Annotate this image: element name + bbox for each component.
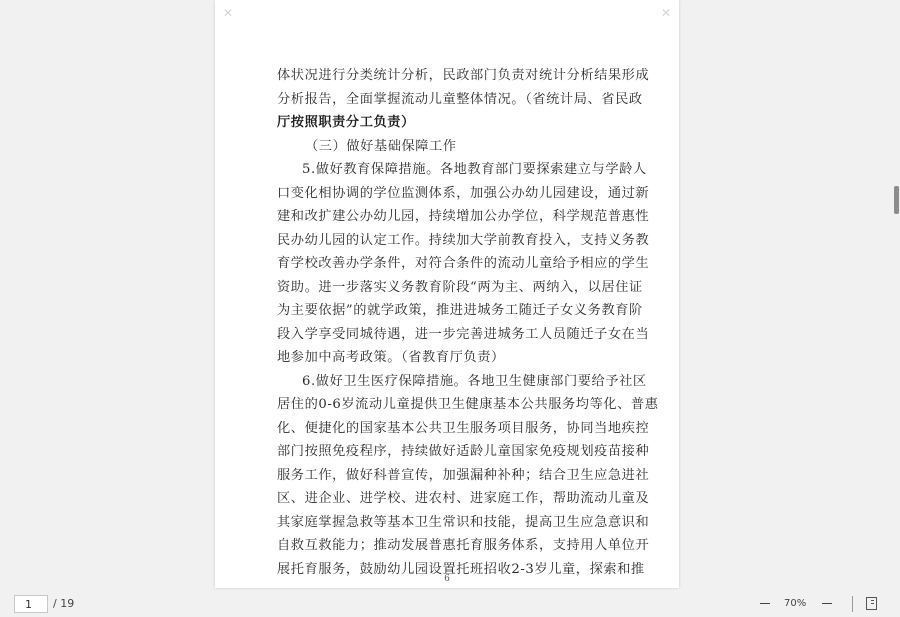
text-line: 部门按照免疫程序，持续做好适龄儿童国家免疫规划疫苗接种: [277, 444, 650, 459]
page-number-input[interactable]: [14, 595, 48, 613]
text-line: 自救互救能力；推动发展普惠托育服务体系，支持用人单位开: [277, 538, 650, 553]
zoom-level: 70%: [784, 598, 807, 609]
text-line: 建和改扩建公办幼儿园，持续增加公办学位，科学规范普惠性: [277, 209, 650, 224]
scrollbar[interactable]: [892, 0, 900, 592]
text-line: 体状况进行分类统计分析，民政部门负责对统计分析结果形成: [277, 68, 650, 83]
document-page: [215, 0, 679, 588]
zoom-out-button[interactable]: [756, 596, 774, 612]
text-line: 展托育服务，鼓励幼儿园设置托班招收2-3岁儿童，探索和推: [277, 561, 645, 577]
text-line: 资助。进一步落实义务教育阶段“两为主、两纳入，以居住证: [277, 279, 643, 295]
text-line: 其家庭掌握急救等基本卫生常识和技能，提高卫生应急意识和: [277, 514, 650, 530]
text-line: 段入学享受同城待遇，进一步完善进城务工人员随迁子女在当: [277, 326, 650, 342]
text-line: 5.做好教育保障措施。各地教育部门要探索建立与学龄人: [302, 162, 647, 177]
text-line: （三）做好基础保障工作: [305, 138, 457, 154]
zoom-in-button[interactable]: [818, 596, 836, 612]
text-line: 区、进企业、进学校、进农村、进家庭工作，帮助流动儿童及: [277, 491, 650, 506]
text-line: 厅按照职责分工负责）: [277, 115, 415, 130]
text-line: 6.做好卫生医疗保障措施。各地卫生健康部门要给予社区: [302, 373, 647, 389]
text-line: 地参加中高考政策。（省教育厅负责）: [277, 350, 505, 365]
text-line: 口变化相协调的学位监测体系，加强公办幼儿园建设，通过新: [277, 185, 650, 201]
page-text: [277, 64, 659, 581]
toolbar-divider: [852, 596, 853, 612]
text-line: 居住的0-6岁流动儿童提供卫生健康基本公共服务均等化、普惠: [277, 397, 659, 412]
text-line: 服务工作，做好科普宣传，加强漏种补种；结合卫生应急进社: [277, 467, 650, 483]
scrollbar-thumb[interactable]: [894, 186, 899, 214]
text-line: 分析报告，全面掌握流动儿童整体情况。（省统计局、省民政: [277, 91, 643, 107]
scan-artifact: ✕: [660, 6, 671, 20]
text-line: 化、便捷化的国家基本公共卫生服务项目服务，协同当地疾控: [277, 420, 650, 436]
text-line: 民办幼儿园的认定工作。持续加大学前教育投入，支持义务教: [277, 232, 650, 248]
fit-page-icon[interactable]: [866, 597, 877, 610]
text-line: 育学校改善办学条件，对符合条件的流动儿童给予相应的学生: [277, 256, 650, 271]
text-line: 为主要依据”的就学政策，推进进城务工随迁子女义务教育阶: [277, 303, 643, 318]
page-total: / 19: [53, 597, 75, 610]
page-number: 6: [444, 574, 450, 584]
scan-artifact: ✕: [223, 6, 234, 20]
bottom-toolbar: [0, 592, 900, 617]
